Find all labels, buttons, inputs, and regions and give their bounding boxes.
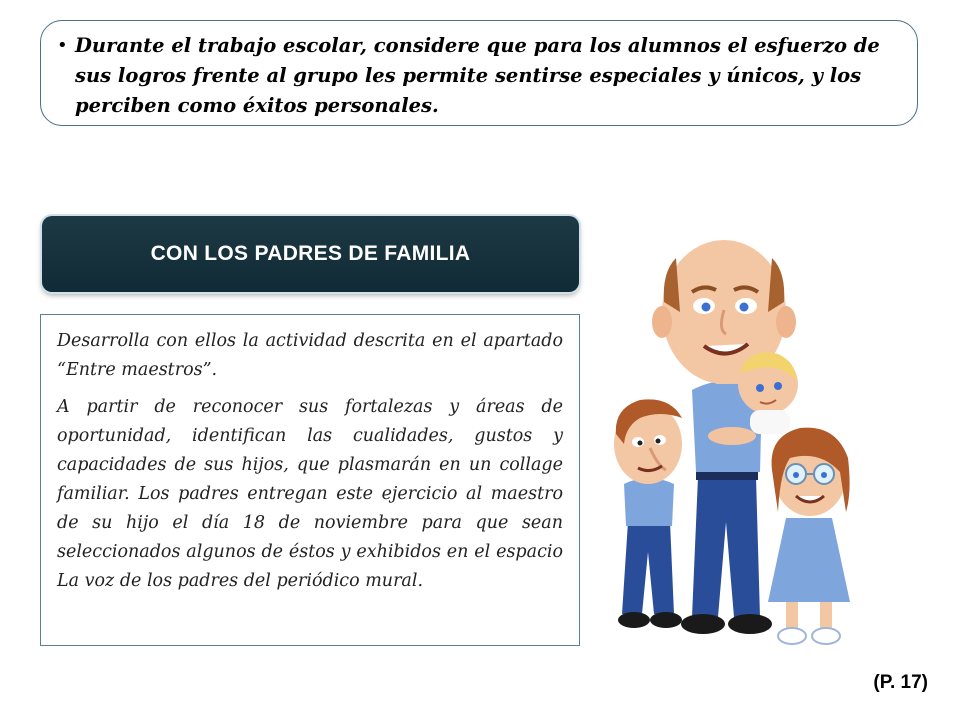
top-note-text: Durante el trabajo escolar, considere que para los alumnos el esfuerzo de sus logros frente al grupo les permite sentirse especiales y únicos, y los perciben como éxitos personales. <box>75 34 880 117</box>
bullet-icon: • <box>57 35 68 56</box>
girl-figure <box>768 428 850 644</box>
family-illustration <box>600 222 860 670</box>
page-reference: (P. 17) <box>873 672 928 693</box>
boy-figure <box>614 399 682 628</box>
section-title: CON LOS PADRES DE FAMILIA <box>150 242 471 265</box>
section-header-banner <box>42 216 579 292</box>
body-paragraph-2: A partir de reconocer sus fortalezas y áreas de oportunidad, identifican las cualidades, gustos y capacidades de sus hijos, que plasmarán en un collage familiar. Los padres entregan este ejercicio al maestro de su hijo el día 18 de noviembre para que sean seleccionados algunos de éstos y exhibidos en el espacio La voz de los padres del periódico mural. <box>57 397 563 591</box>
section-body-box <box>40 314 580 646</box>
body-paragraph-1: Desarrolla con ellos la actividad descrita en el apartado “Entre maestros”. <box>57 331 563 380</box>
top-note-box <box>40 20 918 126</box>
